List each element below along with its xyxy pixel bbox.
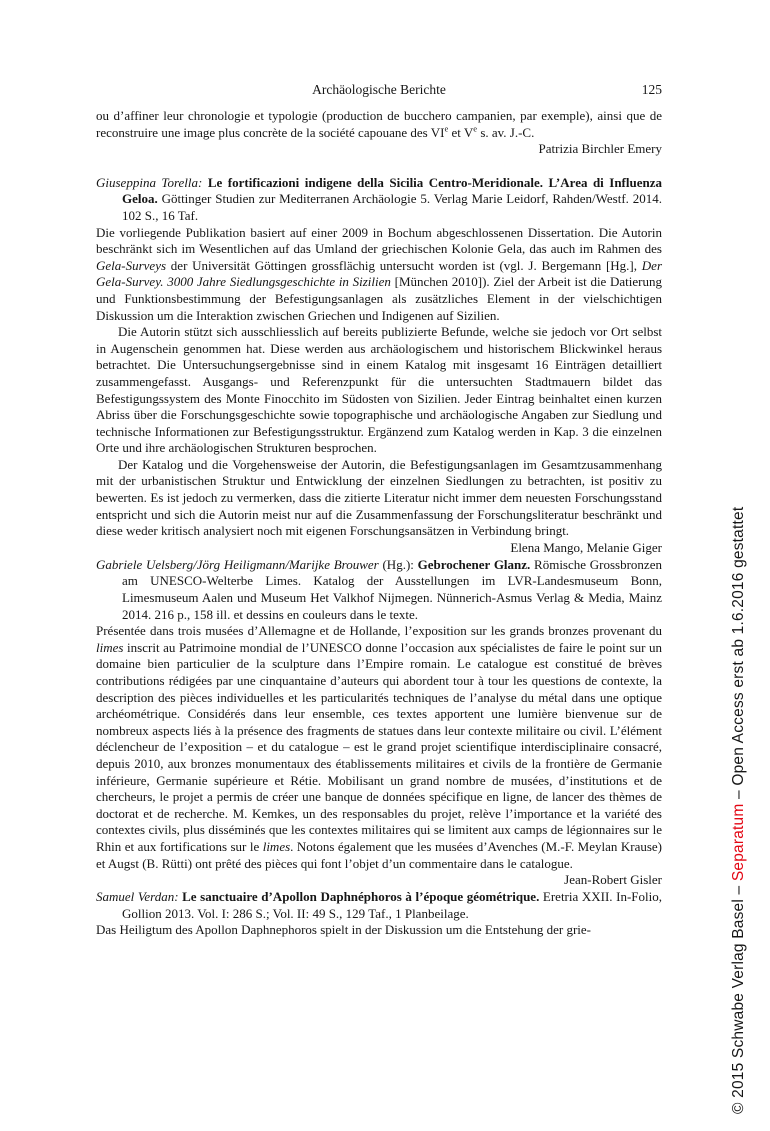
text-segment: Der Katalog und die Vorgehensweise der Autorin, die Befestigungsanlagen im Gesamtzusammenhang mit der urbanistischen Struktur und Entwicklung der einzelnen Siedlungen zu betrachten, ist positiv zu bewerten. Es ist jedoch zu vermerken, dass die zitierte Literatur nicht immer dem neuesten Forschungsstand entspricht und sich die Autorin meist nur auf die Zusammenfassung der Forschungsliteratur beschränkt und diese weder kritisch analysiert noch mit eigenen Forschungsansätzen in Verbindung bringt. (96, 456, 662, 539)
reviewer-signature: Jean-Robert Gisler (564, 872, 662, 888)
text-segment: limes (96, 639, 124, 655)
review-heading (96, 175, 662, 225)
page-number: 125 (641, 82, 662, 97)
text-segment: Eretria XXII. In-Folio, Gollion 2013. Vol. I: 286 S.; Vol. II: 49 S., 129 Taf., 1 Planbeilage. (122, 889, 662, 921)
review-entry (96, 174, 663, 555)
spine-text-separatum: Separatum (730, 803, 747, 882)
text-segment: . Notons également que les musées d’Avenches (M.-F. Meylan Krause) et Augst (B. Rütti) ont prêté des pièces qui font l’objet d’un commentaire dans le catalogue. (96, 838, 663, 871)
text-segment: Samuel Verdan: (96, 889, 183, 905)
review-heading (96, 889, 662, 922)
text-segment: Die Autorin stützt sich ausschliesslich auf bereits publizierte Befunde, welche sie jedoch vor Ort selbst in Augenschein genommen hat. Diese werden aus archäologischem und historischem Blickwinkel heraus betrachtet. Die Untersuchungsergebnisse sind in einem Katalog mit insgesamt 16 Einträgen detailliert zusammengefasst. Ausgangs- und Referenzpunkt für die untersuchten Stadtmauern bildet das Befestigungssystem des Monte Finocchito im Südosten von Sizilien. Jeder Eintrag beinhaltet einen kurzen Abriss über die Forschungsgeschichte sowie topographische und archäologische Angaben zur Siedlung und technische Informationen zur Befestigungsstruktur. Ergänzend zum Katalog werden in Kap. 3 die einzelnen Orte und ihre archäologischen Strukturen besprochen. (96, 324, 662, 456)
text-segment: s. av. J.-C. (477, 124, 535, 140)
review-entry (96, 889, 662, 939)
page-header (96, 81, 662, 98)
text-segment: Gela-Surveys (96, 257, 167, 273)
text-segment: et V (448, 124, 474, 140)
spine-text-pre: © 2015 Schwabe Verlag Basel – (730, 881, 747, 1114)
reviewer-signature: Patrizia Birchler Emery (538, 141, 662, 157)
text-segment: Giuseppina Torella: (96, 174, 208, 190)
review-paragraph (96, 225, 662, 325)
text-segment: [München 2010]). Ziel der Arbeit ist die Datierung und Funktionsbestimmung der Befestigungsanlagen als zusätzliches Element in der vielschichtigen Diskussion um die Interaktion zwischen Griechen und Indigenen auf Sizilien. (96, 274, 663, 323)
text-segment: Le sanctuaire d’Apollon Daphnéphoros à l’époque géométrique. (182, 889, 540, 905)
review-heading (96, 557, 662, 623)
review-paragraph (96, 324, 662, 457)
text-segment: e (444, 123, 449, 134)
text-segment: ou d’affiner leur chronologie et typologie (production de bucchero campanien, par exemple), ainsi que de reconstruire une image plus concrète de la société capouane des VI (96, 108, 662, 140)
paragraph-text (96, 457, 662, 538)
review-entry (96, 556, 663, 888)
reviewer-signature: Elena Mango, Melanie Giger (510, 539, 662, 555)
text-segment: Le fortificazioni indigene della Sicilia Centro-Meridionale. L’Area di Influenza Geloa. (122, 174, 662, 207)
review-paragraph (96, 456, 662, 555)
spine-text-post: – Open Access erst ab 1.6.2016 gestattet (730, 506, 747, 804)
text-segment: Die vorliegende Publikation basiert auf einer 2009 in Bochum abgeschlossenen Dissertation. Die Autorin beschränkt sich im Wesentlichen auf das Umland der griechischen Kolonie Gela, das auch im Rahmen des (96, 224, 662, 257)
text-segment: der Universität Göttingen grossflächig untersucht worden ist (vgl. J. Bergemann [Hg.], (166, 257, 642, 273)
review-paragraph (96, 623, 663, 888)
paragraph-text (96, 623, 662, 870)
text-segment: Der Gela-Survey. 3000 Jahre Siedlungsgeschichte in Sizilien (96, 257, 662, 290)
text-segment: e (473, 123, 478, 134)
text-segment: (Hg.): (378, 556, 418, 572)
text-segment: Présentée dans trois musées d’Allemagne et de Hollande, l’exposition sur les grands bronzes provenant du (96, 623, 662, 639)
text-segment: limes (262, 838, 291, 854)
page-content (96, 108, 662, 939)
journal-title: Archäologische Berichte (312, 82, 446, 97)
text-segment: Das Heiligtum des Apollon Daphnephoros spielt in der Diskussion um die Entstehung der grie- (96, 922, 592, 938)
text-segment: Gebrochener Glanz. (417, 556, 531, 572)
copyright-spine-note (729, 474, 749, 1114)
text-segment: Göttinger Studien zur Mediterranen Archäologie 5. Verlag Marie Leidorf, Rahden/Westf. 2014. 102 S., 16 Taf. (122, 191, 662, 223)
intro-paragraph (96, 108, 662, 141)
text-segment: inscrit au Patrimoine mondial de l’UNESCO donne l’occasion aux spécialistes de faire le point sur un domaine bien particulier de la sculpture dans l’Empire romain. Le catalogue est constitué de brèves contributions rédigées par une cinquantaine d’auteurs qui abordent tour à tour les questions de contexte, la description des pièces individuelles et les particularités techniques de l’analyse du métal dans une optique archéométrique. Considérés dans leur ensemble, ces textes apportent une lumière bienvenue sur de nombreux aspects liés à la présence des fragments de statues dans leur contexte militaire ou civil. L’élément déclencheur de l’exposition – et du catalogue – est le grand projet scientifique interdisciplinaire consacré, depuis 2010, aux bronzes monumentaux des établissements militaires et civils de la frontière de Germanie inférieure, Germanie supérieure et Rétie. Mobilisant un grand nombre de musées, d’institutions et de chercheurs, le projet a permis de créer une banque de données spécifique en ligne, de lancer des thèmes de doctorat et de recherche. M. Kemkes, un des responsables du projet, relève l’importance et la variété des contextes civils, plus disséminés que les contextes militaires qui se limitent aux camps de légionnaires sur le Rhin et aux fortifications sur le (96, 639, 662, 854)
text-segment: Gabriele Uelsberg/Jörg Heiligmann/Marijke Brouwer (96, 556, 379, 572)
text-segment: Römische Grossbronzen am UNESCO-Welterbe Limes. Katalog der Ausstellungen im LVR-Landesmuseum Bonn, Limesmuseum Aalen und Museum Het Valkhof Nijmegen. Nünnerich-Asmus Verlag & Media, Mainz 2014. 216 p., 158 ill. et dessins en couleurs dans le texte. (122, 556, 662, 622)
review-paragraph (96, 922, 662, 939)
